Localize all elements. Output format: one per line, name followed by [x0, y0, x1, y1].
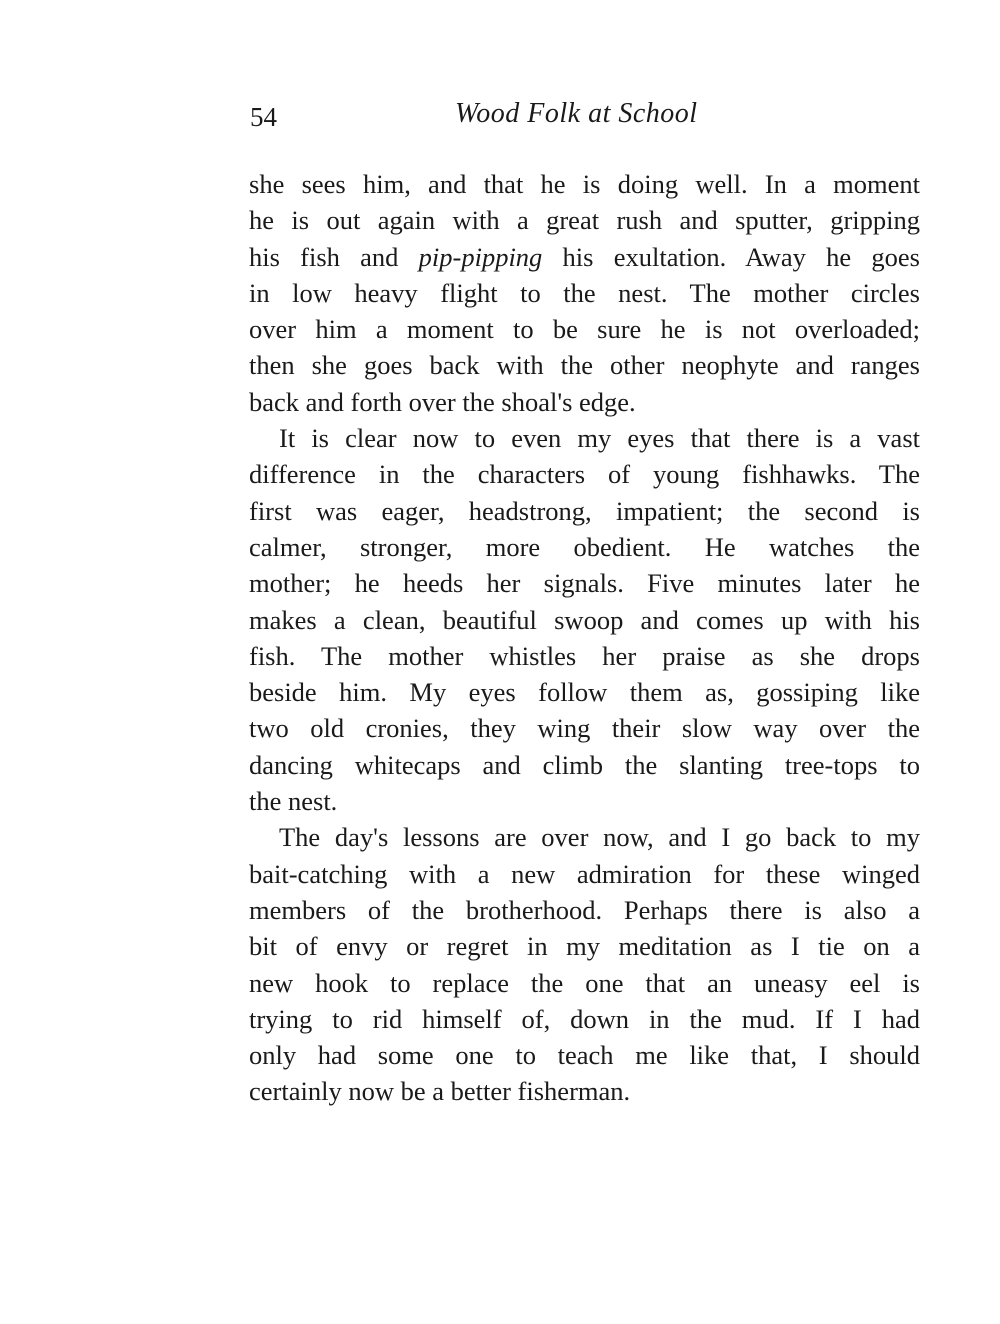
paragraph-3	[249, 819, 920, 1109]
paragraph-1	[249, 166, 920, 420]
text-line: The day's lessons are over now, and I go back to my	[279, 822, 920, 853]
text-line: the nest.	[249, 786, 338, 817]
body-text	[249, 166, 920, 1110]
text-line: bait-catching with a new admiration for these winged	[249, 858, 920, 889]
text-line: he is out again with a great rush and sputter, gripping	[249, 205, 920, 236]
text-line: then she goes back with the other neophyte and ranges	[249, 350, 920, 381]
paragraph-2	[249, 420, 920, 819]
text-line: members of the brotherhood. Perhaps there is also a	[249, 894, 920, 925]
running-head	[250, 98, 920, 142]
page-number: 54	[250, 102, 277, 132]
text-line: fish. The mother whistles her praise as she drops	[249, 640, 920, 671]
text-line: back and forth over the shoal's edge.	[249, 386, 636, 417]
text-line: bit of envy or regret in my meditation as I tie on a	[249, 931, 920, 962]
text-line: two old cronies, they wing their slow way over the	[249, 713, 920, 744]
italic-word: pip-pipping	[418, 241, 543, 272]
text-line	[249, 239, 920, 275]
text-line: trying to rid himself of, down in the mud. If I had	[249, 1003, 920, 1034]
text-run: his exultation. Away he goes	[542, 241, 920, 272]
text-line: beside him. My eyes follow them as, gossiping like	[249, 677, 920, 708]
text-line: over him a moment to be sure he is not overloaded;	[249, 314, 920, 345]
text-line: mother; he heeds her signals. Five minutes later he	[249, 568, 920, 599]
text-line: calmer, stronger, more obedient. He watches the	[249, 531, 920, 562]
text-run: his fish and	[249, 241, 419, 272]
text-line: only had some one to teach me like that, I should	[249, 1040, 920, 1071]
text-line: first was eager, headstrong, impatient; the second is	[249, 495, 920, 526]
text-line: new hook to replace the one that an uneasy eel is	[249, 967, 920, 998]
text-line: certainly now be a better fisherman.	[249, 1076, 631, 1107]
text-line: she sees him, and that he is doing well. In a moment	[249, 169, 920, 199]
text-line: It is clear now to even my eyes that there is a vast	[279, 423, 920, 454]
text-line: difference in the characters of young fishhawks. The	[249, 459, 920, 490]
text-line: dancing whitecaps and climb the slanting tree-tops to	[249, 749, 920, 780]
text-line: makes a clean, beautiful swoop and comes up with his	[249, 604, 920, 635]
text-line: in low heavy flight to the nest. The mother circles	[249, 277, 920, 308]
running-title: Wood Folk at School	[455, 98, 698, 129]
